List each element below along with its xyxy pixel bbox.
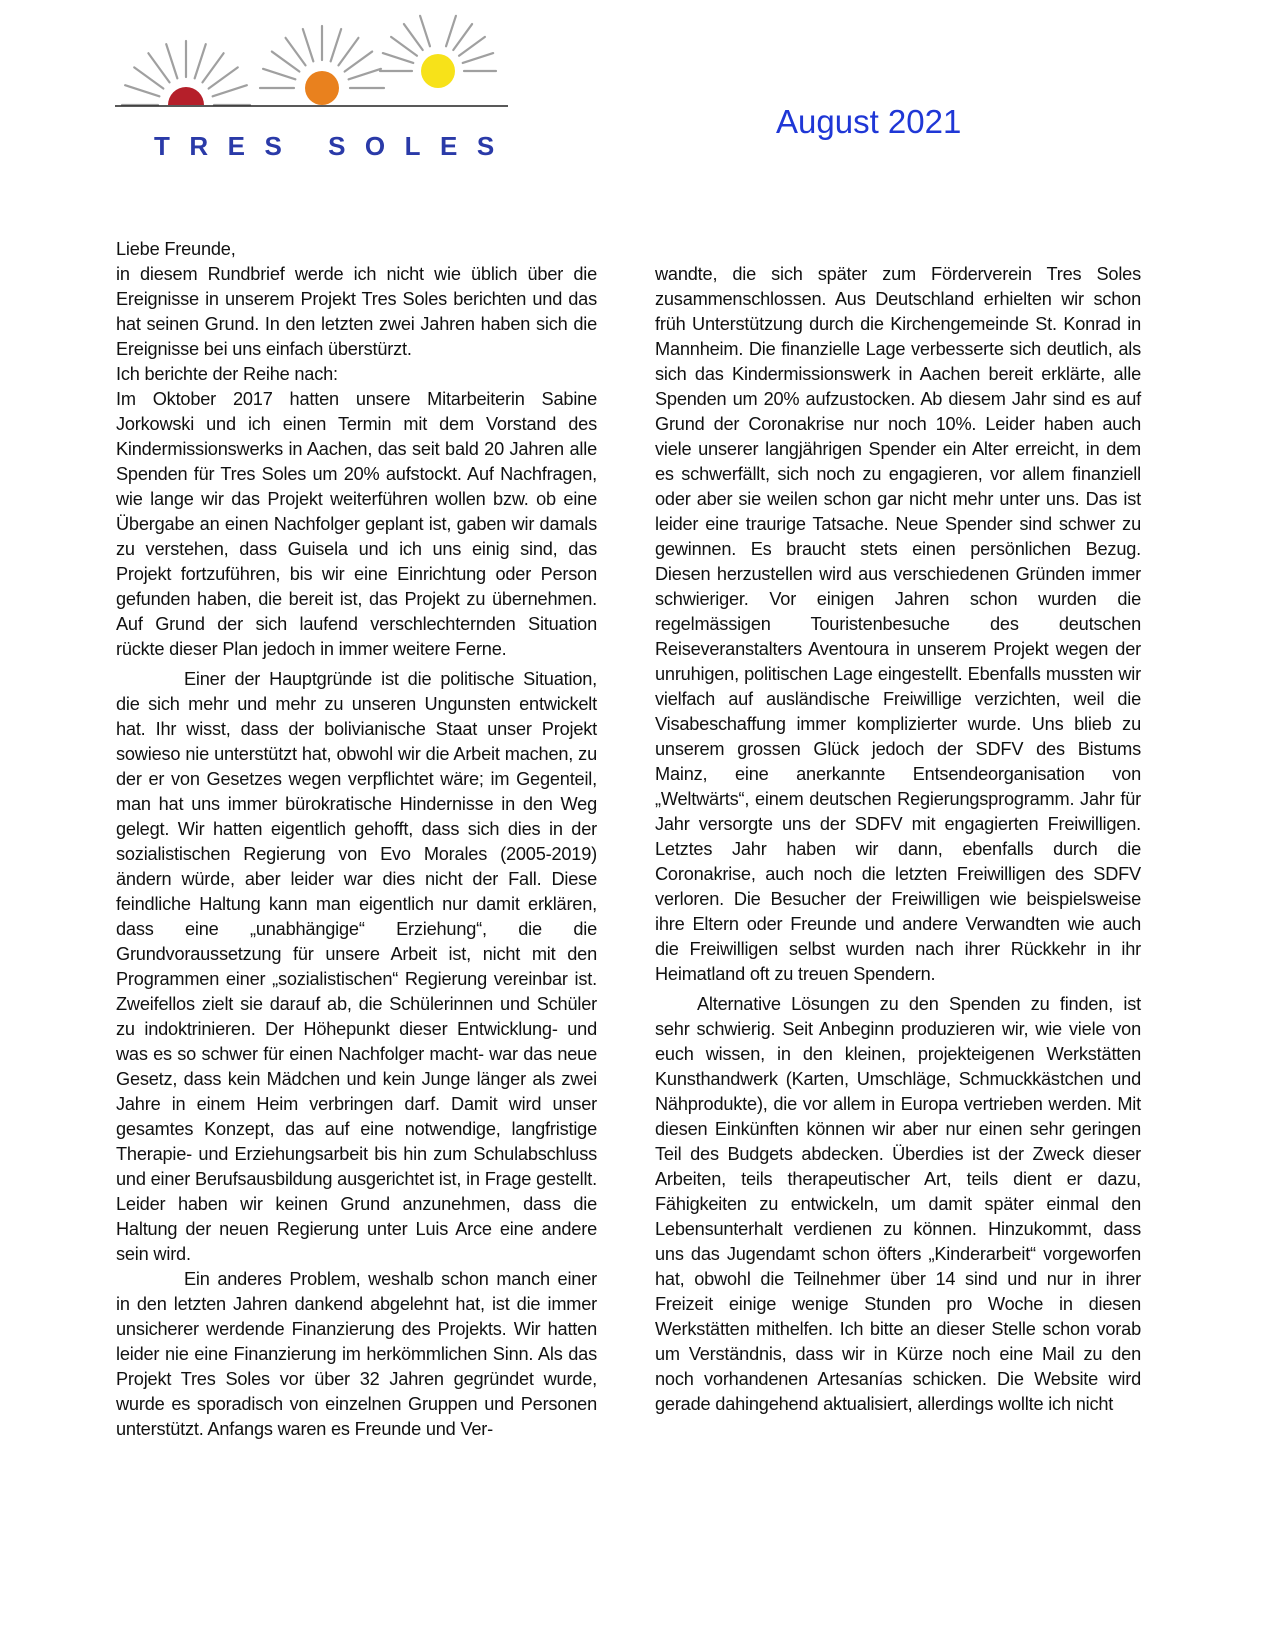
letter-left-column	[116, 237, 597, 1442]
sun-ray	[166, 44, 177, 78]
sun-ray	[209, 67, 238, 88]
sun-ray	[202, 53, 223, 82]
paragraph: wandte, die sich später zum Förderverein Tres Soles zusammenschlossen. Aus Deutschland erhielten wir schon früh Unterstützung durch die Kirchengemeinde St. Konrad in Mannheim. Die finanzielle Lage verbesserte sich deutlich, als sich das Kindermissionswerk in Aachen bereit erklärte, alle Spenden um 20% aufzustocken. Ab diesem Jahr sind es auf Grund der Coronakrise nur noch 10%. Leider haben auch viele unserer langjährigen Spender ein Alter erreicht, in dem es schwerfällt, sich noch zu engagieren, vor allem finanziell oder aber sie weilen schon gar nicht mehr unter uns. Das ist leider eine traurige Tatsache. Neue Spender sind schwer zu gewinnen. Es braucht stets einen persönlichen Bezug. Diesen herzustellen wird aus verschiedenen Gründen immer schwieriger. Vor einigen Jahren schon wurden die regelmässigen Touristenbesuche des deutschen Reiseveranstalters Aventoura in unserem Projekt wegen der unruhigen, politischen Lage eingestellt. Ebenfalls mussten wir vielfach auf ausländische Freiwillige verzichten, weil die Visabeschaffung immer komplizierter wurde. Uns blieb zu unserem grossen Glück jedoch der SDFV des Bistums Mainz, eine anerkannte Entsendeorganisation von „Weltwärts“, einem deutschen Regierungsprogramm. Jahr für Jahr versorgte uns der SDFV mit engagierten Freiwilligen. Letztes Jahr haben wir dann, ebenfalls durch die Coronakrise, auch noch die letzten Freiwilligen des SDFV verloren. Die Besucher der Freiwilligen wie beispielsweise ihre Eltern oder Freunde und andere Verwandten wie auch die Freiwilligen selbst wurden nach ihrer Rückkehr in ihr Heimatland oft zu treuen Spendern.	[655, 264, 1141, 984]
sun-ray	[331, 29, 342, 61]
sun-ray	[404, 24, 423, 50]
sun-ray	[213, 85, 247, 96]
paragraph: Einer der Hauptgründe ist die politische Situation, die sich mehr und mehr zu unseren Ungunsten entwickelt hat. Ihr wisst, dass der bolivianische Staat unser Projekt sowieso nie unterstützt hat, obwohl wir die Arbeit machen, zu der er von Gesetzes wegen verpflichtet wäre; im Gegenteil, man hat uns immer bürokratische Hindernisse in den Weg gelegt. Wir hatten eigentlich gehofft, dass sich dies in der sozialistischen Regierung von Evo Morales (2005-2019) ändern würde, aber leider war dies nicht der Fall. Diese feindliche Haltung kann man eigentlich nur damit erklären, dass eine „unabhängige“ Erziehung“, die die Grundvoraussetzung für unsere Arbeit ist, nicht mit den Programmen einer „sozialistischen“ Regierung vereinbar ist. Zweifellos zielt sie darauf ab, die Schülerinnen und Schüler zu indoktrinieren. Der Höhepunkt dieser Entwicklung- und was es so schwer für einen Nachfolger macht- war das neue Gesetz, dass kein Mädchen und kein Junge länger als zwei Jahre in einem Heim verbringen darf. Damit wird unser gesamtes Konzept, das auf eine notwendige, langfristige Therapie- und Erziehungsarbeit bis hin zum Schulabschluss und einer Berufsausbildung ausgerichtet ist, in Frage gestellt. Leider haben wir keinen Grund anzunehmen, dass die Haltung der neuen Regierung unter Luis Arce eine andere sein wird.	[116, 669, 597, 1264]
logo-text: TRES SOLES	[154, 131, 514, 161]
paragraph: Ein anderes Problem, weshalb schon manch einer in den letzten Jahren dankend abgelehnt hat, ist die immer unsicherer werdende Finanzierung des Projekts. Wir hatten leider nie eine Finanzierung im herkömmlichen Sinn. Als das Projekt Tres Soles vor über 32 Jahren gegründet wurde, wurde es sporadisch von einzelnen Gruppen und Personen unterstützt. Anfangs waren es Freunde und Ver-	[116, 1269, 597, 1439]
sun-ray	[125, 85, 159, 96]
sun-ray	[195, 44, 206, 78]
sun-ray	[286, 38, 306, 66]
sun-red-icon	[168, 87, 204, 105]
paragraph: Ich berichte der Reihe nach:	[116, 364, 338, 384]
sun-ray	[345, 52, 373, 72]
sun-ray	[338, 38, 358, 66]
sun-ray	[463, 53, 493, 63]
sun-ray	[303, 29, 314, 61]
sun-ray	[134, 67, 163, 88]
paragraph: in diesem Rundbrief werde ich nicht wie üblich über die Ereignisse in unserem Projekt Tres Soles berichten und das hat seinen Grund. In den letzten zwei Jahren haben sich die Ereignisse bei uns einfach überstürzt.	[116, 264, 597, 359]
sun-ray	[391, 37, 417, 56]
tres-soles-logo	[110, 12, 530, 167]
sun-ray	[148, 53, 169, 82]
paragraph: Im Oktober 2017 hatten unsere Mitarbeiterin Sabine Jorkowski und ich einen Termin mit dem Vorstand des Kindermissionswerks in Aachen, das seit bald 20 Jahren alle Spenden für Tres Soles um 20% aufstockt. Auf Nachfragen, wie lange wir das Projekt weiterführen wollen bzw. ob eine Übergabe an einen Nachfolger geplant ist, gaben wir damals zu verstehen, dass Guisela und ich uns einig sind, das Projekt fortzuführen, bis wir eine Einrichtung oder Person gefunden haben, die bereit ist, das Projekt zu übernehmen. Auf Grund der sich laufend verschlechternden Situation rückte dieser Plan jedoch in immer weitere Ferne.	[116, 389, 597, 659]
sun-ray	[263, 69, 295, 80]
sun-ray	[459, 37, 485, 56]
paragraph: Alternative Lösungen zu den Spenden zu finden, ist sehr schwierig. Seit Anbeginn produzieren wir, wie viele von euch wissen, in den kleinen, projekteigenen Werkstätten Kunsthandwerk (Karten, Umschläge, Schmuckkästchen und Nähprodukte), die vor allem in Europa vertrieben werden. Mit diesen Einkünften können wir aber nur einen sehr geringen Teil des Budgets abdecken. Überdies ist der Zweck dieser Arbeiten, teils therapeutischer Art, teils dient er dazu, Fähigkeiten zu entwickeln, um damit später einmal den Lebensunterhalt verdienen zu können. Hinzukommt, dass uns das Jugendamt schon öfters „Kinderarbeit“ vorgeworfen hat, obwohl die Teilnehmer über 14 sind und nur in ihrer Freizeit einige wenige Stunden pro Woche in diesen Werkstätten mithelfen. Ich bitte an dieser Stelle schon vorab um Verständnis, dass wir in Kürze noch eine Mail zu den noch vorhandenen Artesanías schicken. Die Website wird gerade dahingehend aktualisiert, allerdings wollte ich nicht	[655, 994, 1141, 1414]
sun-orange-icon	[305, 71, 339, 105]
letter-date: August 2021	[776, 103, 962, 140]
sun-ray	[446, 16, 456, 46]
sun-ray	[272, 52, 300, 72]
letter-right-column	[655, 262, 1141, 1417]
salutation: Liebe Freunde,	[116, 239, 236, 259]
sun-ray	[383, 53, 413, 63]
sun-ray	[349, 69, 381, 80]
sun-ray	[453, 24, 472, 50]
sun-ray	[420, 16, 430, 46]
sun-yellow-icon	[421, 54, 455, 88]
